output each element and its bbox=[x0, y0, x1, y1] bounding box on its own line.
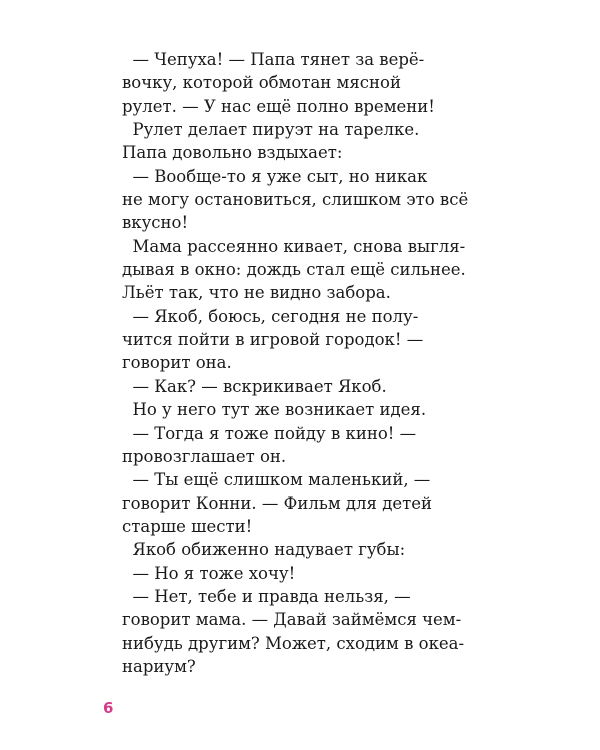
text-line: рулет. — У нас ещё полно времени! bbox=[122, 96, 435, 116]
text-line: — Нет, тебе и правда нельзя, — bbox=[122, 586, 411, 606]
text-line: — Якоб, боюсь, сегодня не полу- bbox=[122, 306, 419, 326]
text-line: старше шести! bbox=[122, 516, 253, 536]
text-line: говорит мама. — Давай займёмся чем- bbox=[122, 610, 462, 630]
text-line: нариум? bbox=[122, 656, 196, 676]
text-line: вочку, которой обмотан мясной bbox=[122, 73, 401, 93]
text-line: Мама рассеянно кивает, снова выгля- bbox=[122, 236, 466, 256]
text-line: Якоб обиженно надувает губы: bbox=[122, 540, 406, 560]
text-line: чится пойти в игровой городок! — bbox=[122, 330, 424, 350]
text-line: Рулет делает пируэт на тарелке. bbox=[122, 120, 420, 140]
text-line: не могу остановиться, слишком это всё bbox=[122, 190, 469, 210]
text-line: Льёт так, что не видно забора. bbox=[122, 283, 391, 303]
text-line: — Ты ещё слишком маленький, — bbox=[122, 470, 431, 490]
text-line: — Как? — вскрикивает Якоб. bbox=[122, 376, 387, 396]
text-line: — Но я тоже хочу! bbox=[122, 563, 296, 583]
text-line: — Тогда я тоже пойду в кино! — bbox=[122, 423, 417, 443]
text-line: — Вообще-то я уже сыт, но никак bbox=[122, 166, 428, 186]
text-line: дывая в окно: дождь стал ещё сильнее. bbox=[122, 260, 466, 280]
page-number: 6 bbox=[103, 699, 114, 717]
text-line: Но у него тут же возникает идея. bbox=[122, 400, 427, 420]
text-line: говорит Конни. — Фильм для детей bbox=[122, 493, 433, 513]
body-text bbox=[122, 48, 469, 678]
text-line: вкусно! bbox=[122, 213, 189, 233]
text-line: провозглашает он. bbox=[122, 446, 287, 466]
text-line: Папа довольно вздыхает: bbox=[122, 143, 343, 163]
text-line: — Чепуха! — Папа тянет за верё- bbox=[122, 50, 425, 69]
text-line: нибудь другим? Может, сходим в океа- bbox=[122, 633, 465, 653]
text-line: говорит она. bbox=[122, 353, 232, 373]
